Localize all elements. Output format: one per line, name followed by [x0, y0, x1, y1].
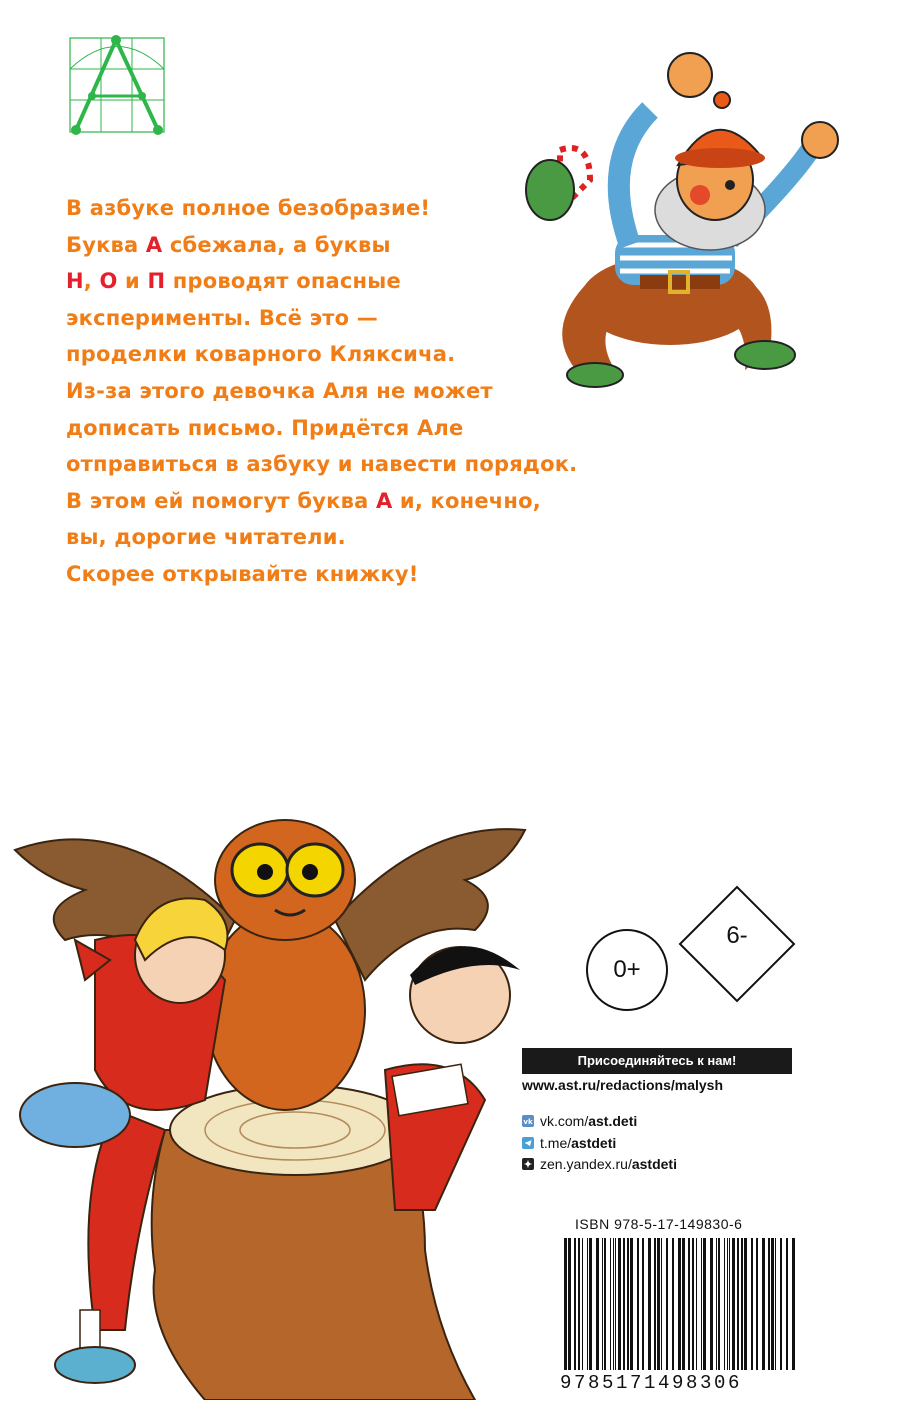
- social-link-zen[interactable]: [522, 1156, 677, 1172]
- svg-text:vk: vk: [523, 1118, 533, 1126]
- description-text: дописать письмо. Придётся Але: [66, 415, 464, 440]
- description-line: [66, 300, 586, 337]
- vk-handle: ast.deti: [588, 1113, 638, 1129]
- description-text: ,: [83, 269, 100, 294]
- girl-boy-owl-on-stump-illustration: [5, 770, 550, 1400]
- highlighted-letter: А: [375, 488, 393, 513]
- barcode-digits: 9785171498306: [560, 1372, 743, 1394]
- social-link-telegram[interactable]: [522, 1135, 616, 1151]
- description-line: [66, 190, 586, 227]
- description-text: сбежала, а буквы: [162, 232, 391, 257]
- description-text: Скорее открывайте книжку!: [66, 561, 419, 586]
- highlighted-letter: О: [99, 269, 118, 294]
- telegram-prefix: t.me/: [540, 1135, 572, 1151]
- description-text: и: [117, 269, 148, 294]
- age-rating-diamond-label: 6-: [726, 922, 748, 949]
- highlighted-letter: А: [145, 232, 163, 257]
- description-text: эксперименты. Всё это —: [66, 305, 378, 330]
- description-text: Из-за этого девочка Аля не может: [66, 378, 493, 403]
- zen-prefix: zen.yandex.ru/: [540, 1156, 632, 1172]
- description-line: [66, 519, 586, 556]
- zen-icon: [522, 1158, 534, 1170]
- highlighted-letter: Н: [66, 269, 84, 294]
- description-line: [66, 556, 586, 593]
- description-text: отправиться в азбуку и навести порядок.: [66, 452, 578, 477]
- description-line: [66, 483, 586, 520]
- description-line: [66, 263, 586, 300]
- vk-prefix: vk.com/: [540, 1113, 589, 1129]
- age-rating-circle: 0+: [586, 929, 668, 1011]
- letter-a-logo-icon: [66, 34, 170, 138]
- join-us-banner: Присоединяйтесь к нам!: [522, 1048, 792, 1074]
- description-line: [66, 227, 586, 264]
- description-line: [66, 410, 586, 447]
- zen-handle: astdeti: [631, 1156, 677, 1172]
- isbn-label: ISBN 978-5-17-149830-6: [575, 1216, 743, 1232]
- description-text: В этом ей помогут буква: [66, 488, 376, 513]
- description-line: [66, 336, 586, 373]
- vk-icon: [522, 1115, 534, 1127]
- description-line: [66, 373, 586, 410]
- website-link[interactable]: www.ast.ru/redactions/malysh: [522, 1077, 723, 1093]
- social-link-vk[interactable]: [522, 1113, 637, 1129]
- description-text: и, конечно,: [392, 488, 541, 513]
- description-text: проделки коварного Кляксича.: [66, 342, 456, 367]
- telegram-handle: astdeti: [571, 1135, 617, 1151]
- telegram-icon: [522, 1137, 534, 1149]
- description-text: В азбуке полное безобразие!: [66, 196, 431, 220]
- description-line: [66, 446, 586, 483]
- description-text: проводят опасные: [165, 269, 401, 294]
- book-description: [66, 190, 586, 593]
- barcode: [560, 1238, 800, 1376]
- description-text: вы, дорогие читатели.: [66, 525, 346, 550]
- description-text: Буква: [66, 232, 146, 257]
- highlighted-letter: П: [147, 269, 166, 294]
